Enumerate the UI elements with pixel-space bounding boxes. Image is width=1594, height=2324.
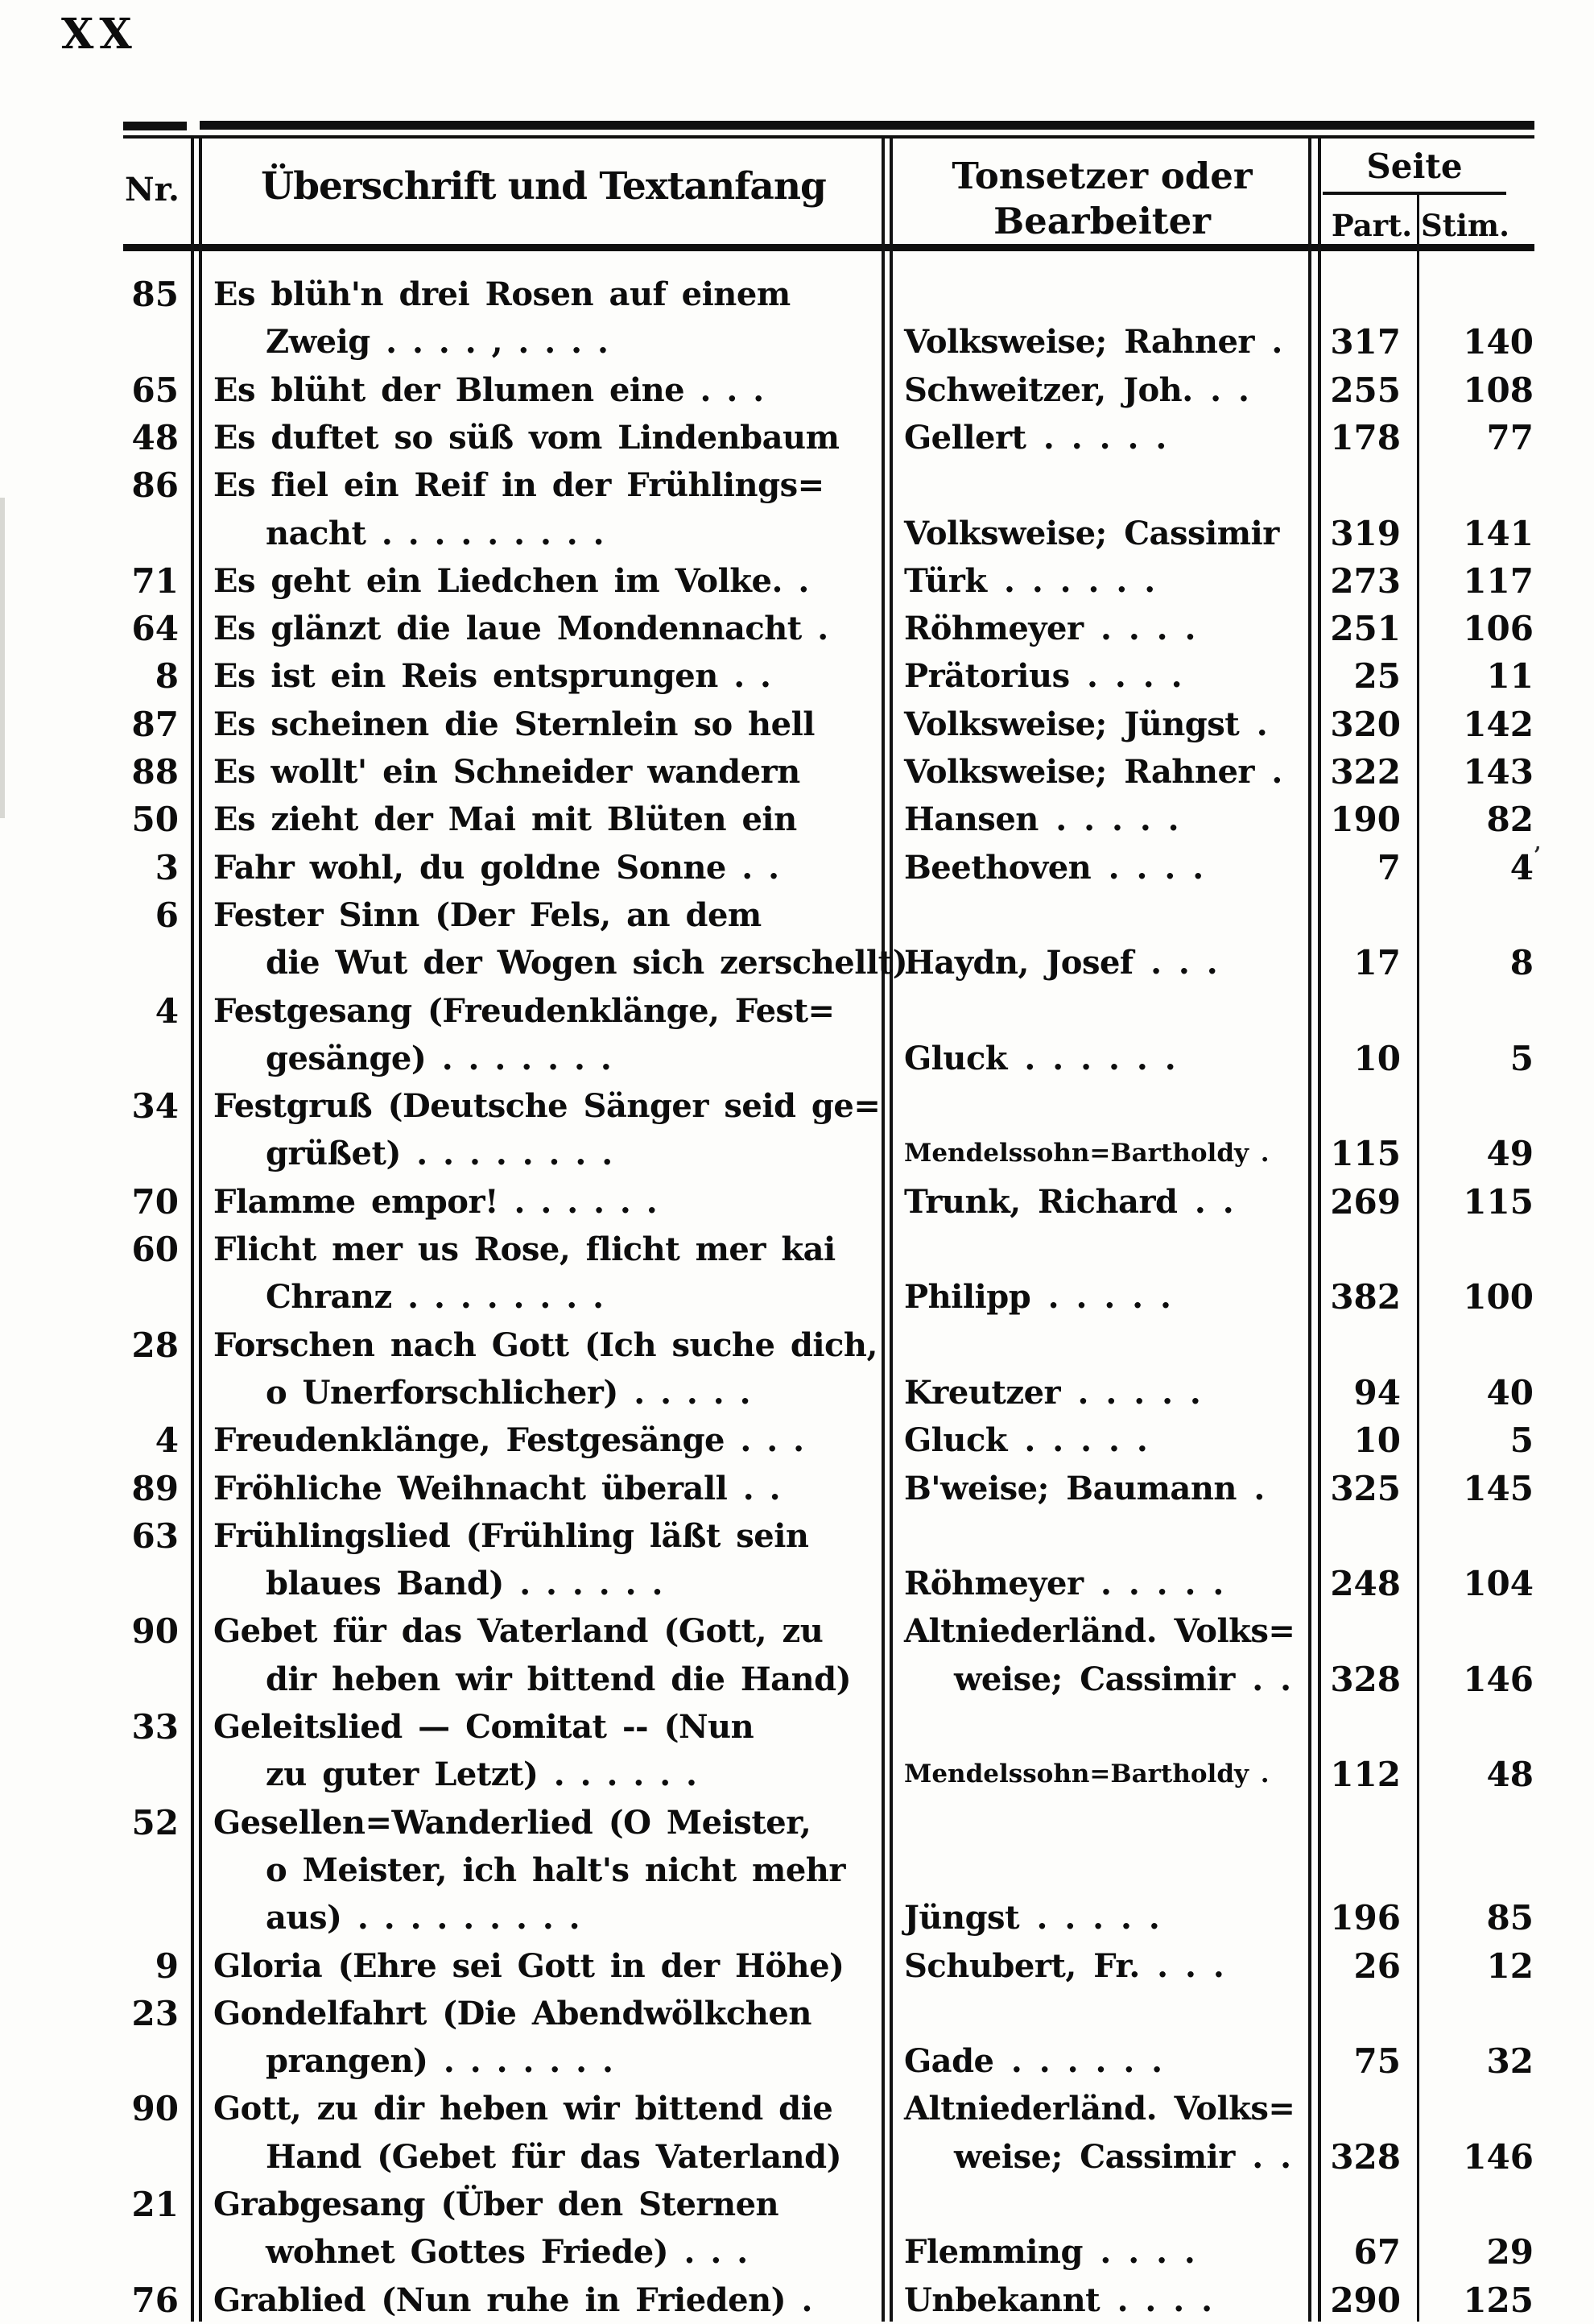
table-row (0, 1512, 1594, 1560)
song-page-stim: 4 (1509, 847, 1534, 887)
song-number: 71 (131, 560, 179, 601)
table-row (0, 510, 1594, 557)
song-page-part: 10 (1353, 1420, 1401, 1461)
table-row (0, 1560, 1594, 1607)
scan-speck-artifact: , (1534, 831, 1542, 854)
song-title-line: o Unerforschlicher) . . . . . (266, 1373, 751, 1412)
song-page-stim: 29 (1486, 2232, 1534, 2272)
song-page-stim: 12 (1486, 1946, 1534, 1986)
song-composer: weise; Cassimir . . (954, 2137, 1291, 2176)
song-title-line: gesänge) . . . . . . . (266, 1039, 612, 1077)
song-number: 87 (131, 704, 179, 744)
song-page-stim: 141 (1463, 513, 1534, 553)
song-number: 89 (131, 1468, 179, 1508)
song-title-line: prangen) . . . . . . . (266, 2042, 613, 2081)
song-page-part: 115 (1330, 1134, 1401, 1174)
song-composer: Gellert . . . . . (904, 418, 1167, 457)
table-row (0, 1607, 1594, 1655)
song-title-line: Fahr wohl, du goldne Sonne . . (213, 848, 779, 887)
scan-streak-artifact (0, 498, 5, 818)
song-title-line: wohnet Gottes Friede) . . . (266, 2233, 748, 2272)
song-composer: Kreutzer . . . . . (904, 1373, 1201, 1412)
song-title-line: Es ist ein Reis entsprungen . . (213, 657, 771, 696)
song-page-part: 112 (1330, 1755, 1401, 1795)
song-page-part: 319 (1330, 513, 1401, 553)
song-page-stim: 142 (1463, 704, 1534, 744)
song-composer: Gluck . . . . . . (904, 1039, 1176, 1077)
song-title-line: Freudenklänge, Festgesänge . . . (213, 1421, 804, 1460)
song-page-stim: 125 (1463, 2280, 1534, 2320)
table-row (0, 1082, 1594, 1130)
song-page-stim: 104 (1463, 1564, 1534, 1604)
song-number: 64 (131, 609, 179, 649)
song-page-stim: 145 (1463, 1468, 1534, 1508)
song-title-line: Es zieht der Mai mit Blüten ein (213, 800, 797, 839)
song-page-part: 320 (1330, 704, 1401, 744)
table-row (0, 701, 1594, 748)
table-row (0, 1465, 1594, 1512)
song-page-part: 317 (1330, 322, 1401, 362)
song-title-line: Festgesang (Freudenklänge, Fest= (213, 991, 835, 1030)
song-title-line: Gebet für das Vaterland (Gott, zu (213, 1612, 824, 1651)
column-header-stim: Stim. (1421, 208, 1509, 243)
song-composer: Haydn, Josef . . . (904, 944, 1218, 982)
song-page-part: 67 (1353, 2232, 1401, 2272)
song-title-line: Grabgesang (Über den Sternen (213, 2185, 779, 2223)
table-row (0, 318, 1594, 366)
song-composer: Mendelssohn=Bartholdy . (904, 1760, 1270, 1789)
song-title-line: Flamme empor! . . . . . . (213, 1182, 658, 1221)
song-number: 23 (131, 1993, 179, 2033)
song-page-stim: 40 (1486, 1372, 1534, 1412)
song-number: 8 (155, 656, 179, 697)
song-title-line: aus) . . . . . . . . . (266, 1899, 580, 1937)
song-number: 52 (131, 1802, 179, 1842)
page-number: XX (61, 10, 138, 59)
song-page-part: 248 (1330, 1564, 1401, 1604)
table-row (0, 796, 1594, 843)
song-page-stim: 108 (1463, 370, 1534, 410)
song-page-part: 10 (1353, 1038, 1401, 1078)
song-page-stim: 5 (1509, 1038, 1534, 1078)
table-row (0, 605, 1594, 652)
song-composer: Beethoven . . . . (904, 848, 1204, 887)
song-page-stim: 11 (1486, 656, 1534, 697)
song-page-part: 25 (1353, 656, 1401, 697)
song-number: 70 (131, 1181, 179, 1222)
song-page-part: 273 (1330, 560, 1401, 601)
song-number: 6 (155, 895, 179, 935)
song-title-line: Flicht mer us Rose, flicht mer kai (213, 1230, 836, 1268)
table-row (0, 1416, 1594, 1464)
table-row (0, 652, 1594, 700)
song-page-part: 196 (1330, 1898, 1401, 1938)
song-title-line: o Meister, ich halt's nicht mehr (266, 1851, 845, 1889)
song-title-line: Gesellen=Wanderlied (O Meister, (213, 1803, 811, 1842)
column-header-bearbeiter: Bearbeiter (993, 200, 1211, 242)
song-page-part: 328 (1330, 2136, 1401, 2177)
table-row (0, 844, 1594, 891)
table-row (0, 557, 1594, 605)
song-page-part: 328 (1330, 1659, 1401, 1699)
song-title-line: Es blüh'n drei Rosen auf einem (213, 275, 791, 313)
song-page-part: 322 (1330, 752, 1401, 792)
song-composer: Philipp . . . . . (904, 1278, 1171, 1317)
song-title-line: Hand (Gebet für das Vaterland) (266, 2137, 842, 2176)
song-title-line: Es blüht der Blumen eine . . . (213, 370, 764, 409)
table-row (0, 1178, 1594, 1226)
song-number: 88 (131, 752, 179, 792)
table-row (0, 1751, 1594, 1798)
song-composer: Unbekannt . . . . (904, 2281, 1212, 2319)
song-number: 90 (131, 1611, 179, 1652)
song-page-part: 17 (1353, 943, 1401, 983)
column-header-nr: Nr. (125, 171, 180, 209)
song-composer: Altniederländ. Volks= (904, 1612, 1295, 1651)
table-row (0, 2133, 1594, 2181)
song-title-line: Fester Sinn (Der Fels, an dem (213, 895, 762, 934)
song-composer: Gluck . . . . . (904, 1421, 1148, 1460)
song-number: 86 (131, 465, 179, 506)
song-composer: Gade . . . . . . (904, 2042, 1162, 2081)
table-row (0, 1656, 1594, 1703)
song-number: 65 (131, 370, 179, 410)
song-page-stim: 117 (1463, 560, 1534, 601)
table-row (0, 2037, 1594, 2085)
table-row (0, 748, 1594, 796)
song-number: 50 (131, 800, 179, 840)
song-title-line: Es wollt' ein Schneider wandern (213, 753, 800, 791)
song-composer: Röhmeyer . . . . (904, 610, 1196, 648)
column-header-part: Part. (1331, 208, 1413, 243)
song-number: 60 (131, 1230, 179, 1269)
song-title-line: zu guter Letzt) . . . . . . (266, 1755, 697, 1794)
song-page-part: 255 (1330, 370, 1401, 410)
song-title-line: Es geht ein Liedchen im Volke. . (213, 561, 809, 600)
column-header-seite: Seite (1366, 147, 1463, 186)
song-number: 33 (131, 1707, 179, 1747)
table-row (0, 271, 1594, 318)
song-number: 3 (155, 847, 179, 887)
song-composer: Trunk, Richard . . (904, 1182, 1234, 1221)
song-composer: Hansen . . . . . (904, 800, 1179, 839)
song-title-line: Gondelfahrt (Die Abendwölkchen (213, 1994, 811, 2032)
song-title-line: Fröhliche Weihnacht überall . . (213, 1469, 781, 1507)
song-page-part: 382 (1330, 1277, 1401, 1317)
song-title-line: die Wut der Wogen sich zerschellt) (266, 944, 908, 982)
song-number: 34 (131, 1086, 179, 1127)
song-page-part: 251 (1330, 609, 1401, 649)
table-row (0, 2181, 1594, 2228)
song-title-line: Frühlingslied (Frühling läßt sein (213, 1516, 809, 1555)
column-header-tonsetzer: Tonsetzer oder (952, 155, 1253, 197)
song-number: 21 (131, 2185, 179, 2224)
song-title-line: Festgruß (Deutsche Sänger seid ge= (213, 1087, 881, 1126)
table-row (0, 461, 1594, 509)
table-row (0, 987, 1594, 1035)
song-composer: Volksweise; Rahner . (904, 323, 1282, 362)
song-composer: Schweitzer, Joh. . . (904, 370, 1249, 409)
song-page-part: 26 (1353, 1946, 1401, 1986)
song-title-line: blaues Band) . . . . . . (266, 1565, 663, 1603)
song-title-line: Es scheinen die Sternlein so hell (213, 705, 815, 743)
song-title-line: dir heben wir bittend die Hand) (266, 1660, 852, 1698)
song-composer: Mendelssohn=Bartholdy . (904, 1139, 1270, 1168)
song-composer: B'weise; Baumann . (904, 1469, 1265, 1507)
song-composer: Röhmeyer . . . . . (904, 1565, 1224, 1603)
table-row (0, 1035, 1594, 1082)
song-page-part: 75 (1353, 2041, 1401, 2082)
song-page-part: 269 (1330, 1181, 1401, 1222)
table-row (0, 1942, 1594, 1990)
table-row (0, 1703, 1594, 1751)
song-composer: Schubert, Fr. . . . (904, 1946, 1224, 1985)
song-title-line: Es glänzt die laue Mondennacht . (213, 610, 828, 648)
table-row (0, 1990, 1594, 2037)
song-page-stim: 100 (1463, 1277, 1534, 1317)
song-title-line: Forschen nach Gott (Ich suche dich, (213, 1325, 878, 1364)
song-composer: weise; Cassimir . . (954, 1660, 1291, 1698)
song-page-stim: 82 (1486, 800, 1534, 840)
song-title-line: Grablied (Nun ruhe in Frieden) . (213, 2281, 812, 2319)
song-title-line: Chranz . . . . . . . . (266, 1278, 604, 1317)
song-page-stim: 146 (1463, 2136, 1534, 2177)
song-page-stim: 5 (1509, 1420, 1534, 1461)
song-page-stim: 106 (1463, 609, 1534, 649)
song-page-part: 178 (1330, 417, 1401, 457)
song-number: 85 (131, 275, 179, 314)
song-page-part: 290 (1330, 2280, 1401, 2320)
song-number: 9 (155, 1946, 179, 1986)
song-composer: Altniederländ. Volks= (904, 2090, 1295, 2128)
song-number: 76 (131, 2280, 179, 2320)
song-page-stim: 49 (1486, 1134, 1534, 1174)
song-title-line: Es fiel ein Reif in der Frühlings= (213, 466, 824, 505)
song-composer: Volksweise; Rahner . (904, 753, 1282, 791)
table-row (0, 1226, 1594, 1273)
table-row (0, 1273, 1594, 1321)
song-page-part: 190 (1330, 800, 1401, 840)
song-title-line: grüßet) . . . . . . . . (266, 1135, 613, 1173)
song-composer: Jüngst . . . . . (904, 1899, 1160, 1937)
song-page-stim: 32 (1486, 2041, 1534, 2082)
song-page-stim: 143 (1463, 752, 1534, 792)
table-row (0, 1846, 1594, 1894)
song-title-line: Geleitslied — Comitat -- (Nun (213, 1708, 754, 1746)
table-row (0, 939, 1594, 986)
table-row (0, 2228, 1594, 2276)
song-title-line: Gott, zu dir heben wir bittend die (213, 2090, 833, 2128)
song-page-stim: 8 (1509, 943, 1534, 983)
song-page-stim: 146 (1463, 1659, 1534, 1699)
table-row (0, 891, 1594, 939)
song-number: 4 (155, 990, 179, 1031)
song-title-line: Es duftet so süß vom Lindenbaum (213, 418, 840, 457)
table-row (0, 1799, 1594, 1846)
table-row (0, 1130, 1594, 1177)
song-composer: Flemming . . . . (904, 2233, 1196, 2272)
song-page-stim: 77 (1486, 417, 1534, 457)
song-page-part: 325 (1330, 1468, 1401, 1508)
song-composer: Türk . . . . . . (904, 561, 1155, 600)
table-row (0, 366, 1594, 414)
song-page-part: 7 (1377, 847, 1401, 887)
table-row (0, 2276, 1594, 2324)
table-row (0, 414, 1594, 461)
song-composer: Prätorius . . . . (904, 657, 1183, 696)
song-number: 4 (155, 1420, 179, 1461)
song-page-part: 94 (1353, 1372, 1401, 1412)
song-number: 28 (131, 1325, 179, 1365)
song-title-line: Zweig . . . . , . . . . (266, 323, 609, 362)
column-header-title: Überschrift und Textanfang (261, 164, 826, 209)
table-row (0, 2085, 1594, 2132)
song-page-stim: 85 (1486, 1898, 1534, 1938)
song-composer: Volksweise; Jüngst . (904, 705, 1268, 743)
song-page-stim: 48 (1486, 1755, 1534, 1795)
song-page-stim: 140 (1463, 322, 1534, 362)
song-number: 48 (131, 417, 179, 457)
song-title-line: Gloria (Ehre sei Gott in der Höhe) (213, 1946, 844, 1985)
song-title-line: nacht . . . . . . . . . (266, 514, 605, 552)
table-row (0, 1369, 1594, 1416)
song-number: 90 (131, 2089, 179, 2129)
table-row (0, 1321, 1594, 1369)
song-page-stim: 115 (1463, 1181, 1534, 1222)
song-composer: Volksweise; Cassimir (904, 514, 1279, 552)
table-row (0, 1894, 1594, 1941)
song-number: 63 (131, 1516, 179, 1556)
